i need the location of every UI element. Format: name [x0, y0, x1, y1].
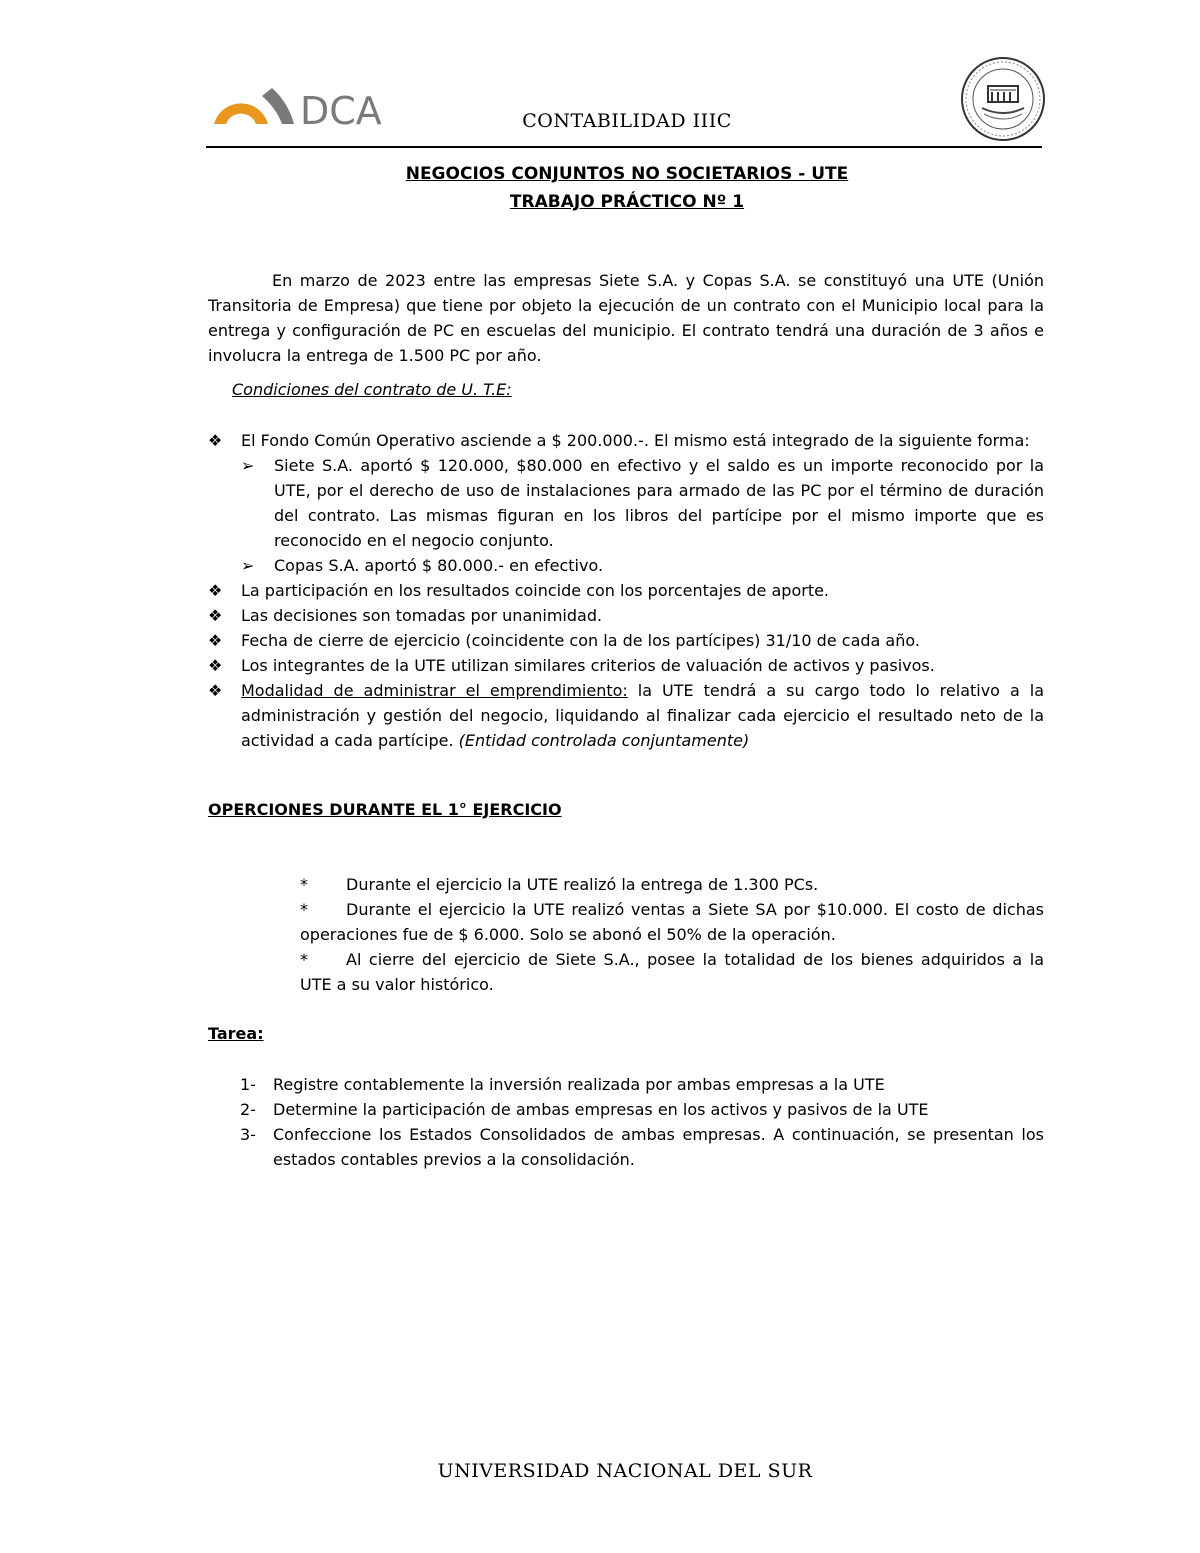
task-text: Registre contablemente la inversión realizada por ambas empresas a la UTE	[273, 1075, 885, 1094]
modalidad-note: (Entidad controlada conjuntamente)	[458, 731, 750, 750]
list-item	[300, 872, 1044, 897]
list-item	[208, 428, 1044, 578]
task-number: 3-	[240, 1125, 256, 1144]
diamond-bullet-icon: ❖	[208, 656, 223, 675]
list-item	[208, 678, 1044, 753]
tasks-list	[240, 1072, 1044, 1172]
sub-list-item	[241, 553, 1044, 578]
task-text: Determine la participación de ambas empresas en los activos y pasivos de la UTE	[273, 1100, 929, 1119]
conditions-heading: Condiciones del contrato de U. T.E:	[232, 380, 512, 399]
conditions-list	[208, 428, 1044, 753]
list-item	[208, 603, 1044, 628]
copas-text: Copas S.A. aportó $ 80.000.- en efectivo.	[274, 556, 604, 575]
siete-text: Siete S.A. aportó $ 120.000, $80.000 en efectivo y el saldo es un importe reconocido por la UTE, por el derecho de uso de instalaciones para armado de las PC por el término de duración del contrato. Las mismas figuran en los libros del partícipe por el mismo importe que es reconocido en el negocio conjunto.	[274, 456, 1044, 550]
sub-list-item	[241, 453, 1044, 553]
operations-heading: OPERCIONES DURANTE EL 1° EJERCICIO	[208, 800, 562, 819]
course-title: CONTABILIDAD IIIC	[522, 110, 732, 132]
decisiones-text: Las decisiones son tomadas por unanimidad.	[241, 606, 603, 625]
list-item	[208, 578, 1044, 603]
list-item	[300, 897, 1044, 947]
university-seal	[960, 56, 1046, 142]
intro-paragraph	[208, 268, 1044, 368]
list-item	[240, 1097, 1044, 1122]
operation-text: Al cierre del ejercicio de Siete S.A., posee la totalidad de los bienes adquiridos a la UTE a su valor histórico.	[300, 950, 1044, 994]
logo-text: DCA	[300, 89, 382, 130]
task-text: Confeccione los Estados Consolidados de ambas empresas. A continuación, se presentan los estados contables previos a la consolidación.	[273, 1125, 1044, 1169]
cierre-text: Fecha de cierre de ejercicio (coincidente con la de los partícipes) 31/10 de cada año.	[241, 631, 920, 650]
arrow-bullet-icon: ➢	[241, 456, 255, 475]
asterisk-marker: *	[300, 950, 308, 969]
task-number: 1-	[240, 1075, 256, 1094]
integrantes-text: Los integrantes de la UTE utilizan similares criterios de valuación de activos y pasivos.	[241, 656, 935, 675]
tarea-heading: Tarea:	[208, 1024, 264, 1043]
list-item	[240, 1072, 1044, 1097]
intro-text: En marzo de 2023 entre las empresas Siete S.A. y Copas S.A. se constituyó una UTE (Unión Transitoria de Empresa) que tiene por objeto la ejecución de un contrato con el Municipio local para la entrega y configuración de PC en escuelas del municipio. El contrato tendrá una duración de 3 años e involucra la entrega de 1.500 PC por año.	[208, 271, 1044, 365]
header-rule	[206, 146, 1042, 148]
task-number: 2-	[240, 1100, 256, 1119]
modalidad-text: la UTE tendrá a su cargo todo lo relativo a la administración y gestión del negocio, liquidando al finalizar cada ejercicio el resultado neto de la actividad a cada partícipe.	[241, 681, 1044, 750]
operations-list	[300, 872, 1044, 997]
diamond-bullet-icon: ❖	[208, 606, 223, 625]
arrow-bullet-icon: ➢	[241, 556, 255, 575]
document-title: NEGOCIOS CONJUNTOS NO SOCIETARIOS - UTE	[405, 164, 849, 184]
operation-text: Durante el ejercicio la UTE realizó la entrega de 1.300 PCs.	[346, 875, 819, 894]
participacion-text: La participación en los resultados coincide con los porcentajes de aporte.	[241, 581, 830, 600]
modalidad-label: Modalidad de administrar el emprendimiento:	[241, 681, 628, 700]
list-item	[208, 653, 1044, 678]
asterisk-marker: *	[300, 875, 308, 894]
diamond-bullet-icon: ❖	[208, 681, 223, 700]
asterisk-marker: *	[300, 900, 308, 919]
fondo-text: El Fondo Común Operativo asciende a $ 200.000.-. El mismo está integrado de la siguiente forma:	[241, 431, 1030, 450]
diamond-bullet-icon: ❖	[208, 631, 223, 650]
diamond-bullet-icon: ❖	[208, 431, 223, 450]
operation-text: Durante el ejercicio la UTE realizó ventas a Siete SA por $10.000. El costo de dichas operaciones fue de $ 6.000. Solo se abonó el 50% de la operación.	[300, 900, 1044, 944]
page-footer: UNIVERSIDAD NACIONAL DEL SUR	[437, 1460, 813, 1482]
list-item	[240, 1122, 1044, 1172]
document-subtitle: TRABAJO PRÁCTICO Nº 1	[509, 192, 745, 212]
list-item	[208, 628, 1044, 653]
list-item	[300, 947, 1044, 997]
diamond-bullet-icon: ❖	[208, 581, 223, 600]
